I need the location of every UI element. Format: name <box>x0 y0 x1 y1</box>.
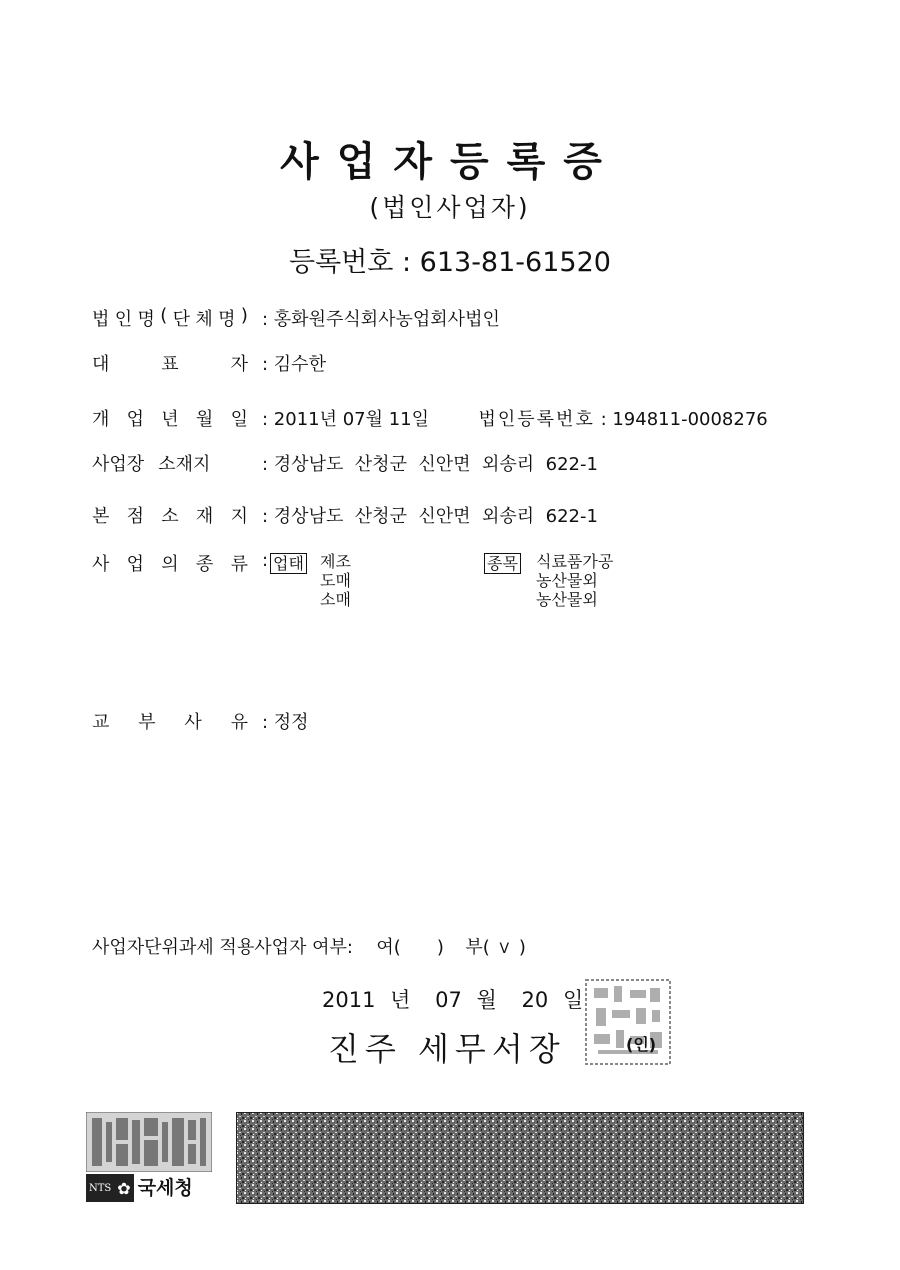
barcode-graphic <box>86 1112 212 1172</box>
nts-badge: NTS <box>89 1182 112 1194</box>
open-date-label: 개 업 년 월 일 <box>92 409 248 430</box>
issue-day: 20 <box>521 988 549 1012</box>
head-office-value: 경상남도 산청군 신안면 외송리 622-1 <box>273 506 598 527</box>
business-location-row <box>92 450 598 476</box>
issue-date <box>322 984 583 1014</box>
category-label: 업태 <box>270 553 307 574</box>
head-office-label: 본 점 소 재 지 <box>92 506 248 527</box>
colon: : <box>600 409 613 430</box>
list-item: 농산물외 <box>536 590 598 609</box>
unit-tax-row <box>92 933 526 959</box>
business-location-label: 사 업 장 소 재 지 <box>92 454 211 475</box>
issue-reason-label: 교 부 사 유 <box>92 712 248 733</box>
list-item: 농산물외 <box>536 571 598 590</box>
category-label-box <box>270 551 307 574</box>
unit-tax-yes-close: ) <box>436 937 444 958</box>
nts-logo <box>86 1174 212 1202</box>
colon: : <box>262 309 274 330</box>
registration-number-label: 등록번호 <box>289 247 394 278</box>
corp-reg-value: 194811-0008276 <box>612 409 768 430</box>
issue-reason-value: 정정 <box>273 712 309 733</box>
corp-name-row <box>92 305 500 331</box>
colon: : <box>262 506 274 527</box>
seal-mark: (인) <box>626 1035 657 1054</box>
list-item: 도매 <box>320 571 351 590</box>
security-pattern-band <box>236 1112 804 1204</box>
day-unit: 일 <box>562 988 584 1012</box>
issue-reason-row <box>92 708 309 734</box>
item-label-box <box>484 551 521 574</box>
nts-agency-name: 국세청 <box>134 1174 212 1202</box>
representative-label: 대 표 자 <box>92 354 248 375</box>
month-unit: 월 <box>476 988 497 1012</box>
corp-name-value: 홍화원주식회사농업회사법인 <box>273 309 500 330</box>
colon: : <box>262 550 269 571</box>
unit-tax-no-mark: V <box>499 941 510 957</box>
unit-tax-yes: 여( <box>376 937 401 958</box>
item-label: 종목 <box>484 553 521 574</box>
category-list <box>320 552 351 609</box>
business-location-value: 경상남도 산청군 신안면 외송리 622-1 <box>273 454 598 475</box>
tax-office-name: 진주 세무서장 <box>328 1030 566 1068</box>
corp-reg-label: 법인등록번호 <box>478 409 595 430</box>
head-office-row <box>92 502 598 528</box>
list-item: 식료품가공 <box>536 552 614 571</box>
registration-number-line <box>0 240 900 279</box>
document-title: 사업자등록증 <box>280 139 620 185</box>
unit-tax-no-close: ) <box>518 937 526 958</box>
business-type-label: 사 업 의 종 류 <box>92 554 248 575</box>
corp-name-label: 법 인 명 ( 단 체 명 ) <box>92 305 248 330</box>
colon: : <box>262 454 274 475</box>
representative-value: 김수한 <box>273 354 326 375</box>
business-type-row <box>92 550 268 576</box>
colon: : <box>262 712 274 733</box>
colon: : <box>262 409 274 430</box>
unit-tax-no: 부( <box>465 937 490 958</box>
document-subtitle: (법인사업자) <box>369 193 531 222</box>
registration-number-colon: : <box>401 247 420 278</box>
open-date-value: 2011년 07월 11일 <box>273 409 430 430</box>
year-unit: 년 <box>390 988 411 1012</box>
list-item: 소매 <box>320 590 351 609</box>
representative-row <box>92 350 326 376</box>
item-list <box>536 552 613 609</box>
nts-emblem-icon: ✿ <box>117 1178 131 1198</box>
issue-month: 07 <box>435 988 462 1012</box>
list-item: 제조 <box>320 552 351 571</box>
registration-number-value: 613-81-61520 <box>419 247 611 278</box>
issue-year: 2011 <box>322 988 376 1012</box>
unit-tax-label: 사업자단위과세 적용사업자 여부: <box>92 937 353 958</box>
open-date-row <box>92 405 768 431</box>
colon: : <box>262 354 274 375</box>
